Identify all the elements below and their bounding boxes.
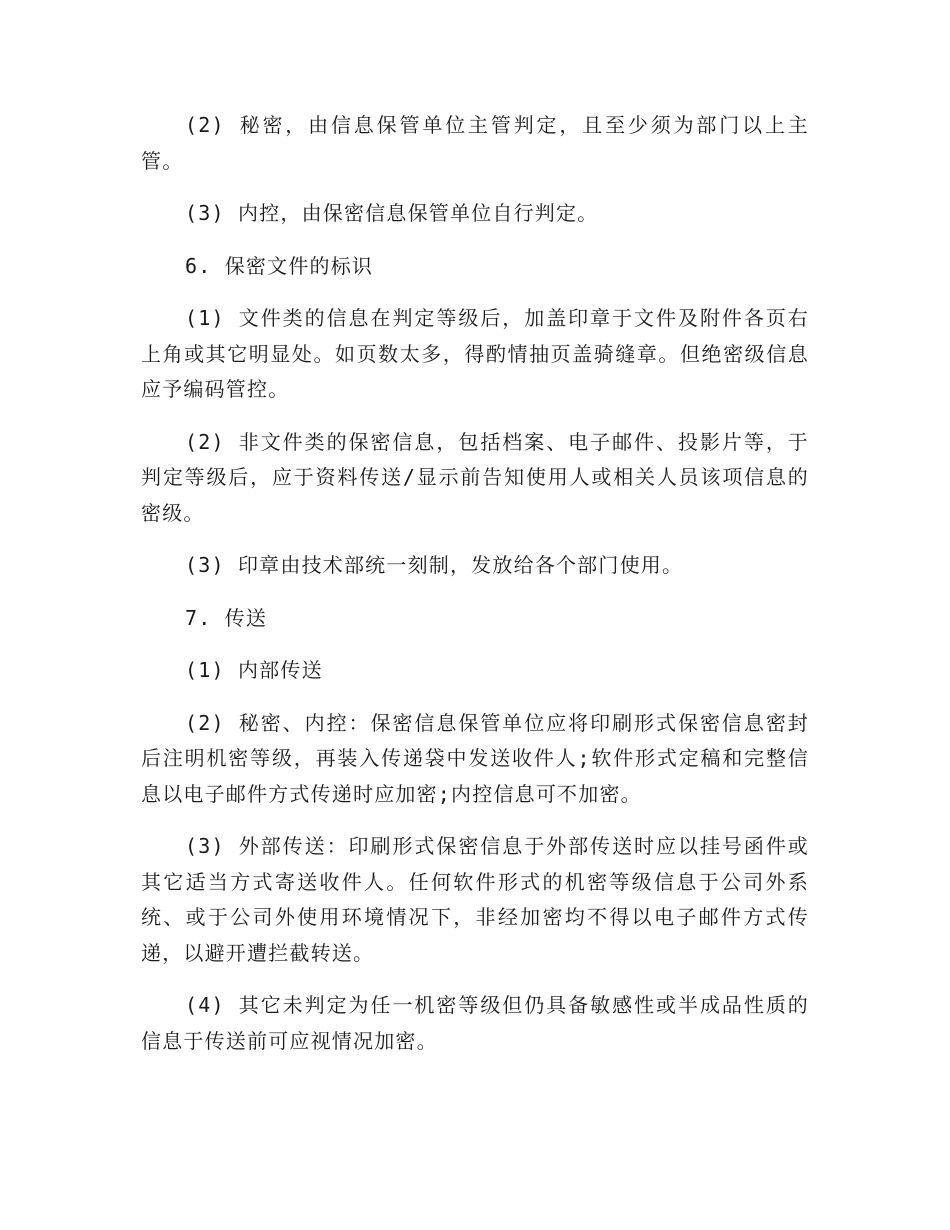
paragraph-internal-level: (3) 内控，由保密信息保管单位自行判定。 (185, 201, 599, 225)
paragraph-seal: (3) 印章由技术部统一刻制，发放给各个部门使用。 (185, 553, 684, 577)
section-heading-marking: 6. 保密文件的标识 (185, 253, 374, 278)
paragraph-document-marking: (1) 文件类的信息在判定等级后，加盖印章于文件及附件各页右上角或其它明显处。如页数太多，得酌情抽页盖骑缝章。但绝密级信息应予编码管控。 (141, 306, 809, 401)
paragraph-other-encryption: (4) 其它未判定为任一机密等级但仍具备敏感性或半成品性质的信息于传送前可应视情况加密。 (141, 993, 809, 1053)
paragraph-external-transmission: (3) 外部传送：印刷形式保密信息于外部传送时应以挂号函件或其它适当方式寄送收件人。任何软件形式的机密等级信息于公司外系统、或于公司外使用环境情况下，非经加密均不得以电子邮件方式传递，以避开遭拦截转送。 (141, 834, 809, 965)
paragraph-internal-transmission: (1) 内部传送 (185, 658, 323, 682)
document-body (141, 108, 809, 1076)
paragraph-secret-level: (2) 秘密，由信息保管单位主管判定，且至少须为部门以上主管。 (141, 113, 809, 173)
paragraph-non-document-marking: (2) 非文件类的保密信息，包括档案、电子邮件、投影片等，于判定等级后，应于资料传送/显示前告知使用人或相关人员该项信息的密级。 (141, 429, 809, 525)
section-heading-transmission: 7. 传送 (185, 605, 268, 630)
paragraph-secret-internal-transmission: (2) 秘密、内控：保密信息保管单位应将印刷形式保密信息密封后注明机密等级，再装入传递袋中发送收件人;软件形式定稿和完整信息以电子邮件方式传递时应加密;内控信息可不加密。 (141, 710, 809, 806)
